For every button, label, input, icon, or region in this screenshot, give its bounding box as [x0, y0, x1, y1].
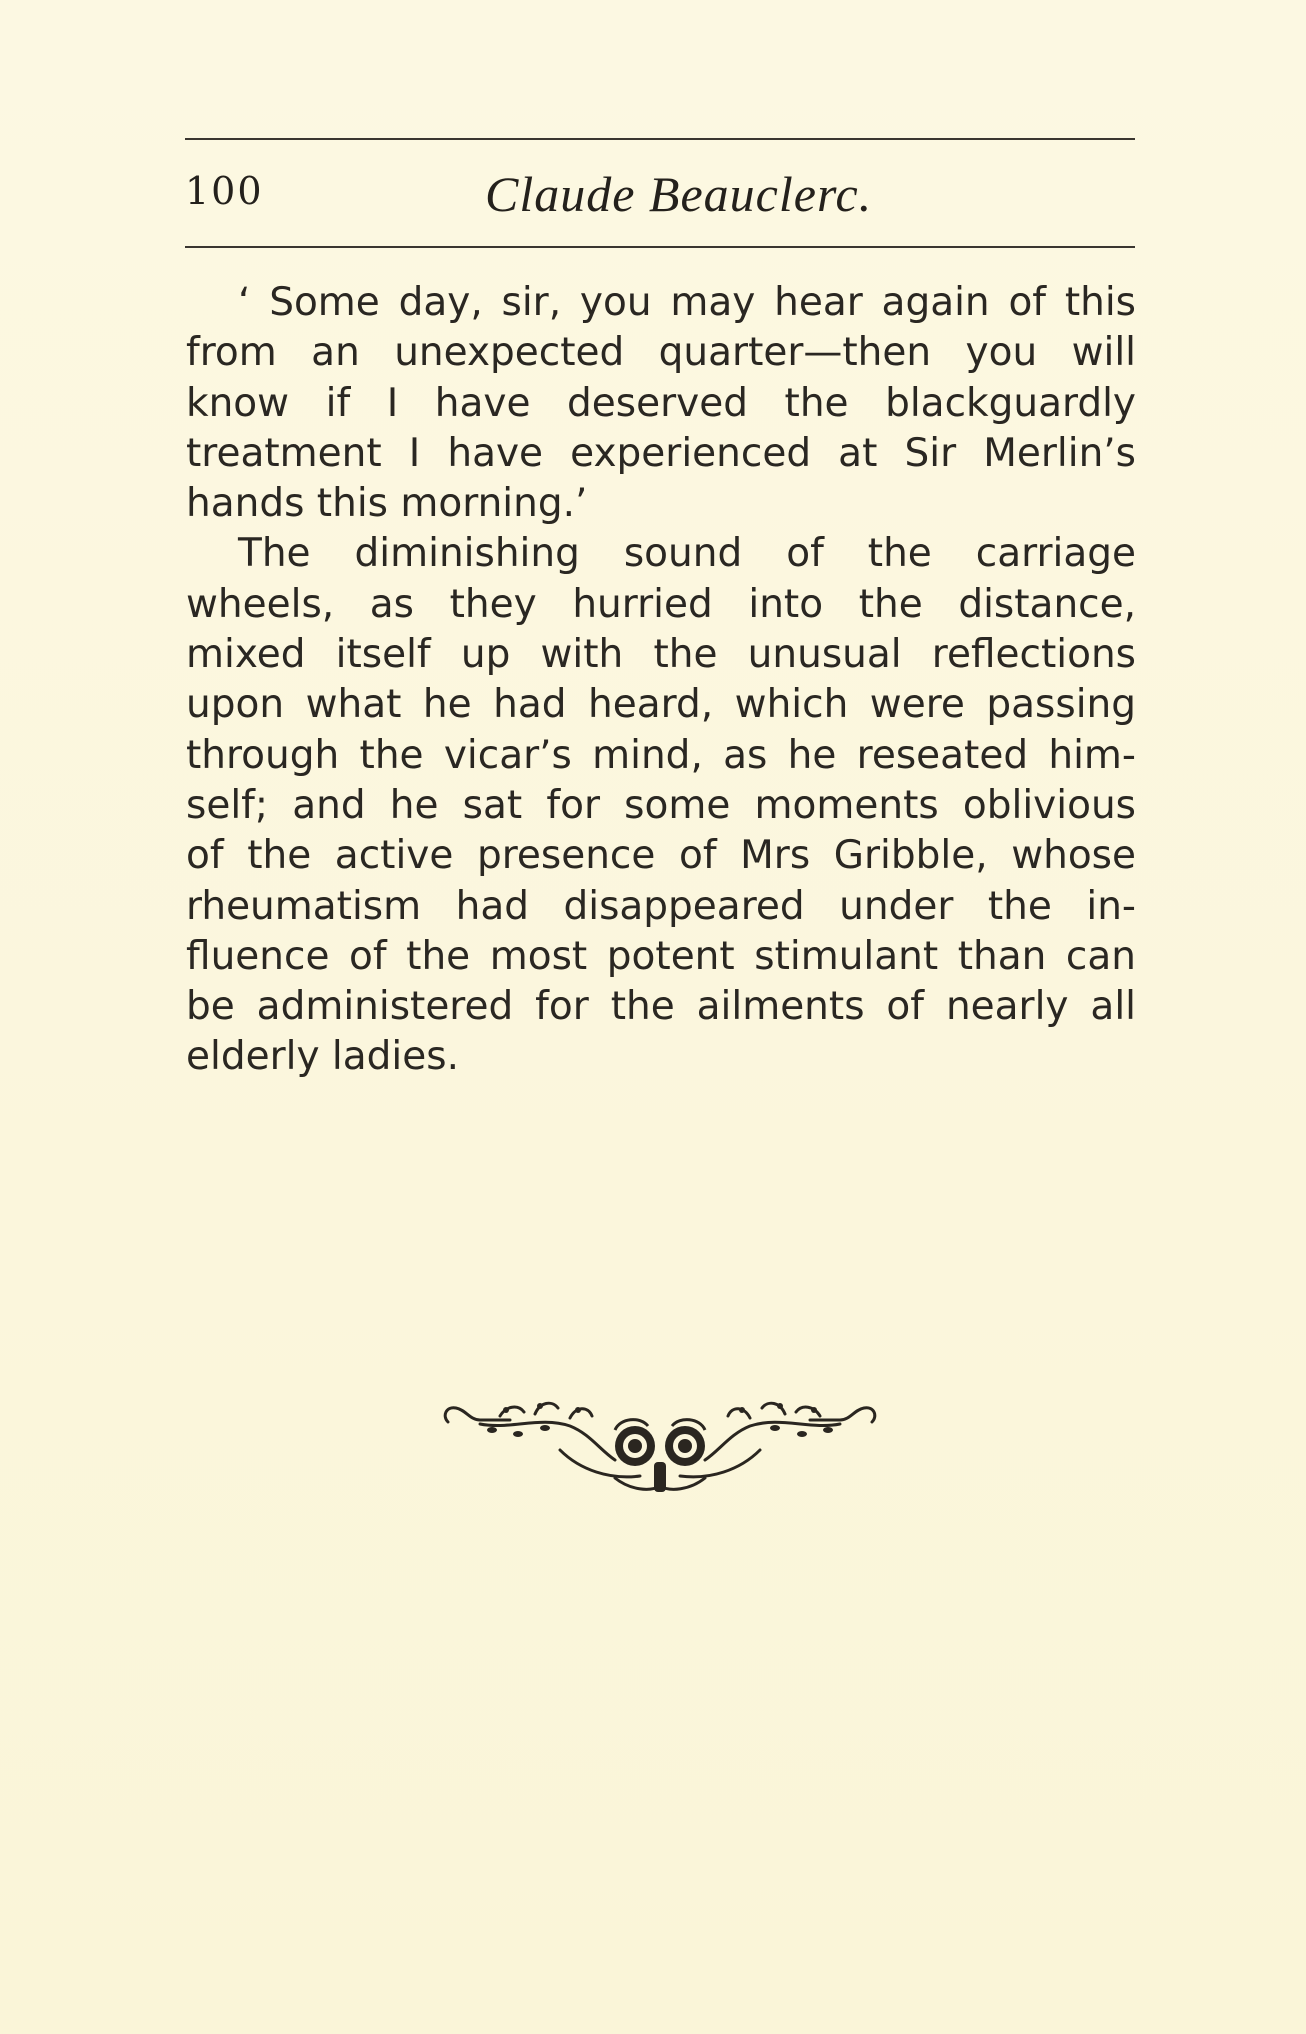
text-line: hands this morning.’ [186, 481, 588, 527]
page-number: 100 [185, 169, 264, 213]
text-line: of the active presence of Mrs Gribble, whose [186, 833, 1136, 879]
text-line: ‘ Some day, sir, you may hear again of this [238, 280, 1136, 325]
floral-tailpiece-icon [440, 1390, 880, 1500]
text-line: mixed itself up with the unusual reflections [186, 632, 1136, 678]
text-line: upon what he had heard, which were passing [186, 682, 1136, 728]
text-line: wheels, as they hurried into the distance, [186, 581, 1136, 627]
text-line: treatment I have experienced at Sir Merlin’s [186, 430, 1136, 476]
running-header [185, 165, 1135, 225]
text-line: from an unexpected quarter—then you will [186, 330, 1136, 376]
text-line: self; and he sat for some moments oblivious [186, 782, 1136, 828]
header-rule-bottom [185, 246, 1135, 248]
running-title: Claude Beauclerc. [485, 166, 873, 222]
text-line: know if I have deserved the blackguardly [186, 380, 1136, 426]
text-line: be administered for the ailments of nearly all [186, 984, 1136, 1030]
text-line: The diminishing sound of the carriage [238, 531, 1136, 577]
body-text [186, 278, 1136, 1083]
text-line: fluence of the most potent stimulant than can [186, 933, 1136, 979]
header-rule-top [185, 138, 1135, 140]
text-line: through the vicar’s mind, as he reseated him- [186, 732, 1136, 778]
text-line: elderly ladies. [186, 1034, 459, 1080]
text-line: rheumatism had disappeared under the in- [186, 883, 1136, 929]
